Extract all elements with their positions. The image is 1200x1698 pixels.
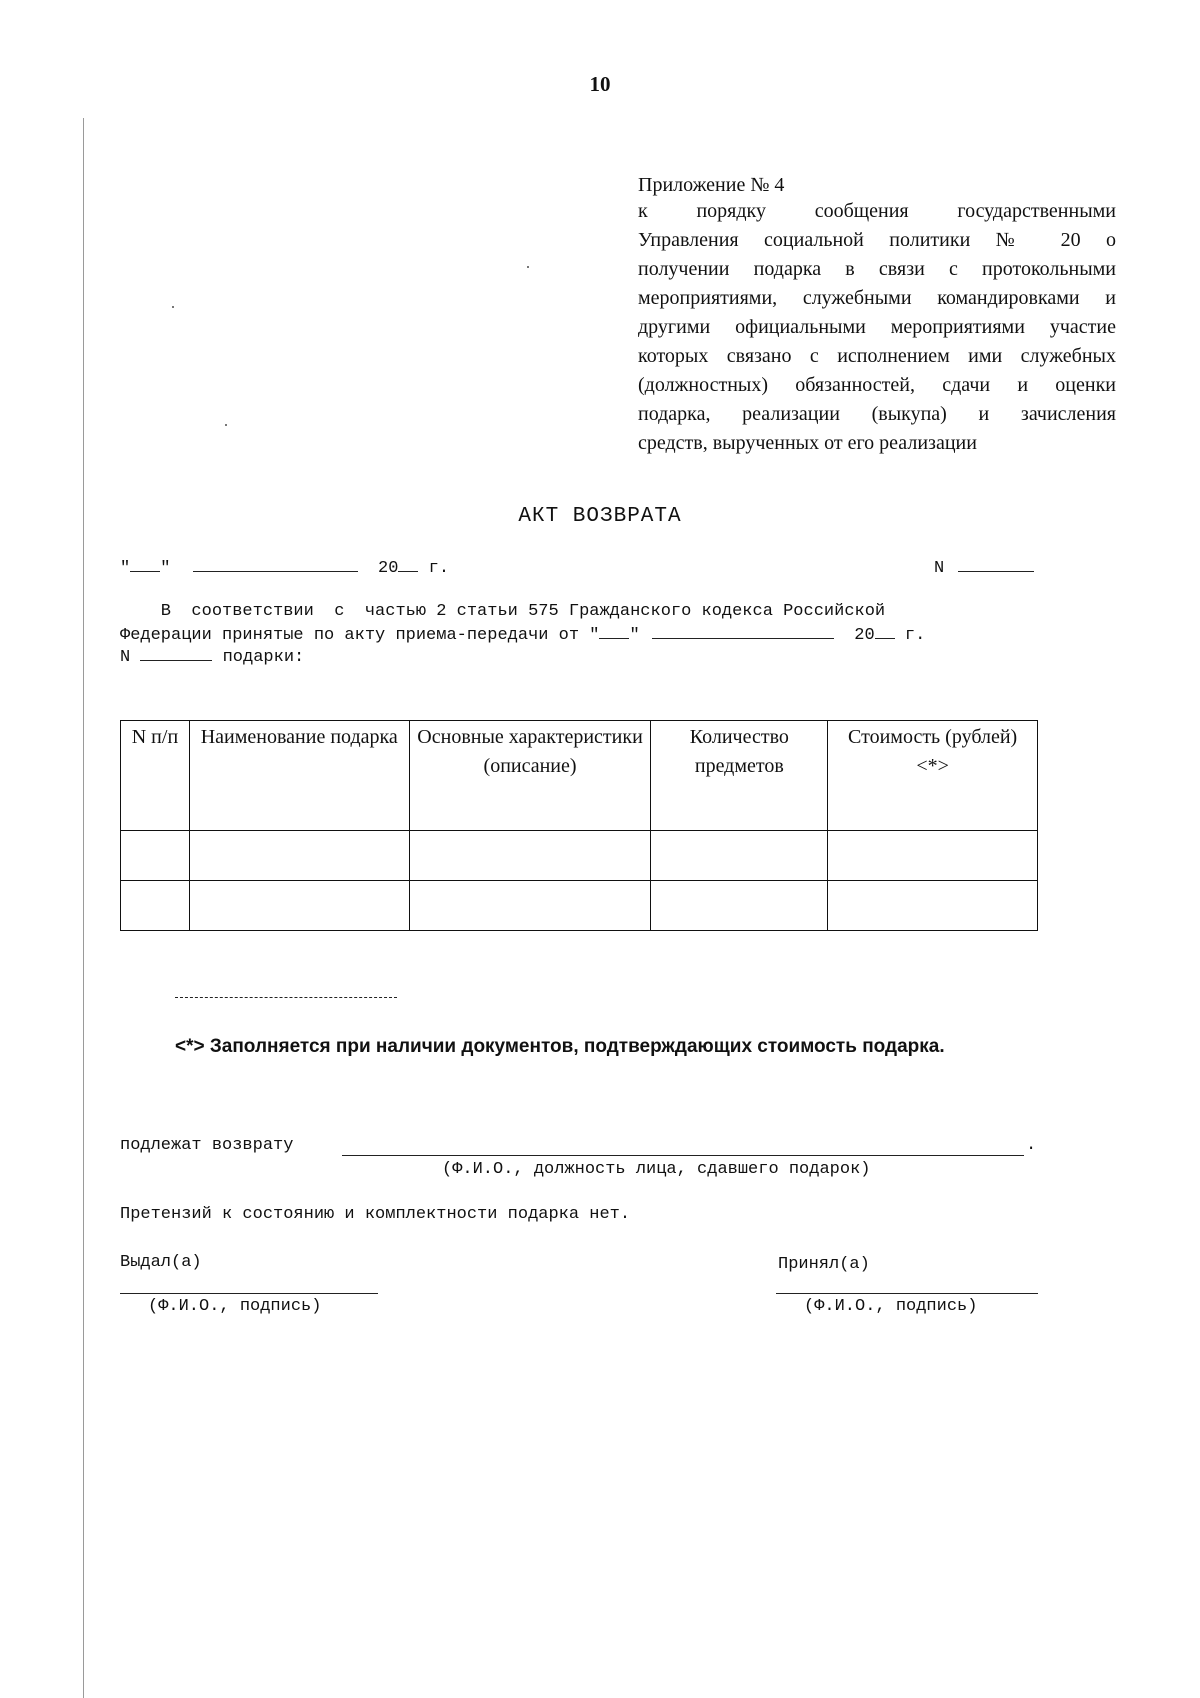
intro-quote-close: " (629, 626, 640, 645)
issued-caption: (Ф.И.О., подпись) (148, 1297, 322, 1316)
received-label: Принял(а) (778, 1255, 870, 1274)
column-header-description: Основные характеристики (описание) (409, 721, 651, 831)
appendix-line: мероприятиями, служебными командировками и (638, 287, 1116, 309)
scan-speck (172, 306, 174, 308)
table-cell[interactable] (189, 881, 409, 931)
gifts-table (120, 720, 1038, 931)
page-number: 10 (589, 72, 611, 96)
received-signature-line[interactable] (776, 1293, 1038, 1294)
intro-month-blank[interactable] (652, 623, 834, 639)
appendix-line: подарка, реализации (выкупа) и зачисления (638, 403, 1116, 425)
table-cell[interactable] (651, 881, 828, 931)
date-quote-close: " (160, 559, 171, 578)
appendix-title: Приложение № 4 (638, 174, 785, 196)
appendix-line: к порядку сообщения государственными (638, 200, 1116, 222)
table-cell[interactable] (121, 881, 190, 931)
footnote-text: <*> Заполняется при наличии документов, подтверждающих стоимость подарка. (175, 1036, 945, 1057)
appendix-line: (должностных) обязанностей, сдачи и оценки (638, 374, 1116, 396)
table-cell[interactable] (828, 831, 1038, 881)
year-suffix: г. (418, 559, 450, 578)
issued-signature-line[interactable] (120, 1293, 378, 1294)
column-header-cost: Стоимость (рублей) <*> (828, 721, 1038, 831)
intro-line-2 (120, 623, 925, 647)
intro-number-label: N (120, 648, 131, 667)
claims-text: Претензий к состоянию и комплектности подарка нет. (120, 1205, 631, 1224)
date-line (120, 556, 449, 580)
intro-year-blank[interactable] (875, 623, 895, 639)
act-title: АКТ ВОЗВРАТА (518, 505, 682, 528)
scan-speck (225, 424, 227, 426)
intro-line-3-text: подарки: (212, 648, 305, 667)
appendix-line: средств, вырученных от его реализации (638, 432, 977, 454)
year-blank[interactable] (398, 556, 418, 572)
day-blank[interactable] (130, 556, 160, 572)
intro-day-blank[interactable] (599, 623, 629, 639)
table-row (121, 831, 1038, 881)
appendix-line: которых связано с исполнением ими служебных (638, 345, 1116, 367)
return-label: подлежат возврату (120, 1136, 294, 1155)
intro-year-prefix: 20 (854, 626, 875, 645)
column-header-name: Наименование подарка (189, 721, 409, 831)
appendix-line: получении подарка в связи с протокольными (638, 258, 1116, 280)
table-cell[interactable] (189, 831, 409, 881)
year-prefix: 20 (378, 559, 399, 578)
appendix-line: другими официальными мероприятиями участие (638, 316, 1116, 338)
table-header-row (121, 721, 1038, 831)
appendix-description (638, 197, 1116, 458)
return-line-end: . (1026, 1136, 1037, 1155)
footnote-separator (175, 997, 397, 998)
table-cell[interactable] (409, 831, 651, 881)
table-cell[interactable] (651, 831, 828, 881)
table-row (121, 881, 1038, 931)
return-person-line[interactable] (342, 1155, 1024, 1156)
act-number-label: N (934, 559, 945, 578)
intro-line-2-text: Федерации принятые по акту приема-передачи от " (120, 626, 600, 645)
column-header-quantity: Количество предметов (651, 721, 828, 831)
scan-margin-line (83, 118, 84, 1698)
scan-speck (527, 266, 529, 268)
table-cell[interactable] (409, 881, 651, 931)
act-number-blank[interactable] (958, 556, 1034, 572)
received-caption: (Ф.И.О., подпись) (804, 1297, 978, 1316)
intro-line-1: В соответствии с частью 2 статьи 575 Гражданского кодекса Российской (120, 602, 886, 621)
table-cell[interactable] (828, 881, 1038, 931)
intro-number-blank[interactable] (140, 645, 212, 661)
issued-label: Выдал(а) (120, 1253, 202, 1272)
return-caption: (Ф.И.О., должность лица, сдавшего подарок) (442, 1160, 871, 1179)
column-header-number: N п/п (121, 721, 190, 831)
month-blank[interactable] (193, 556, 358, 572)
date-quote-open: " (120, 559, 131, 578)
act-number (934, 556, 1034, 580)
table-cell[interactable] (121, 831, 190, 881)
intro-year-suffix: г. (894, 626, 926, 645)
intro-line-3 (120, 645, 304, 669)
appendix-line: Управления социальной политики № 20 о (638, 229, 1116, 251)
